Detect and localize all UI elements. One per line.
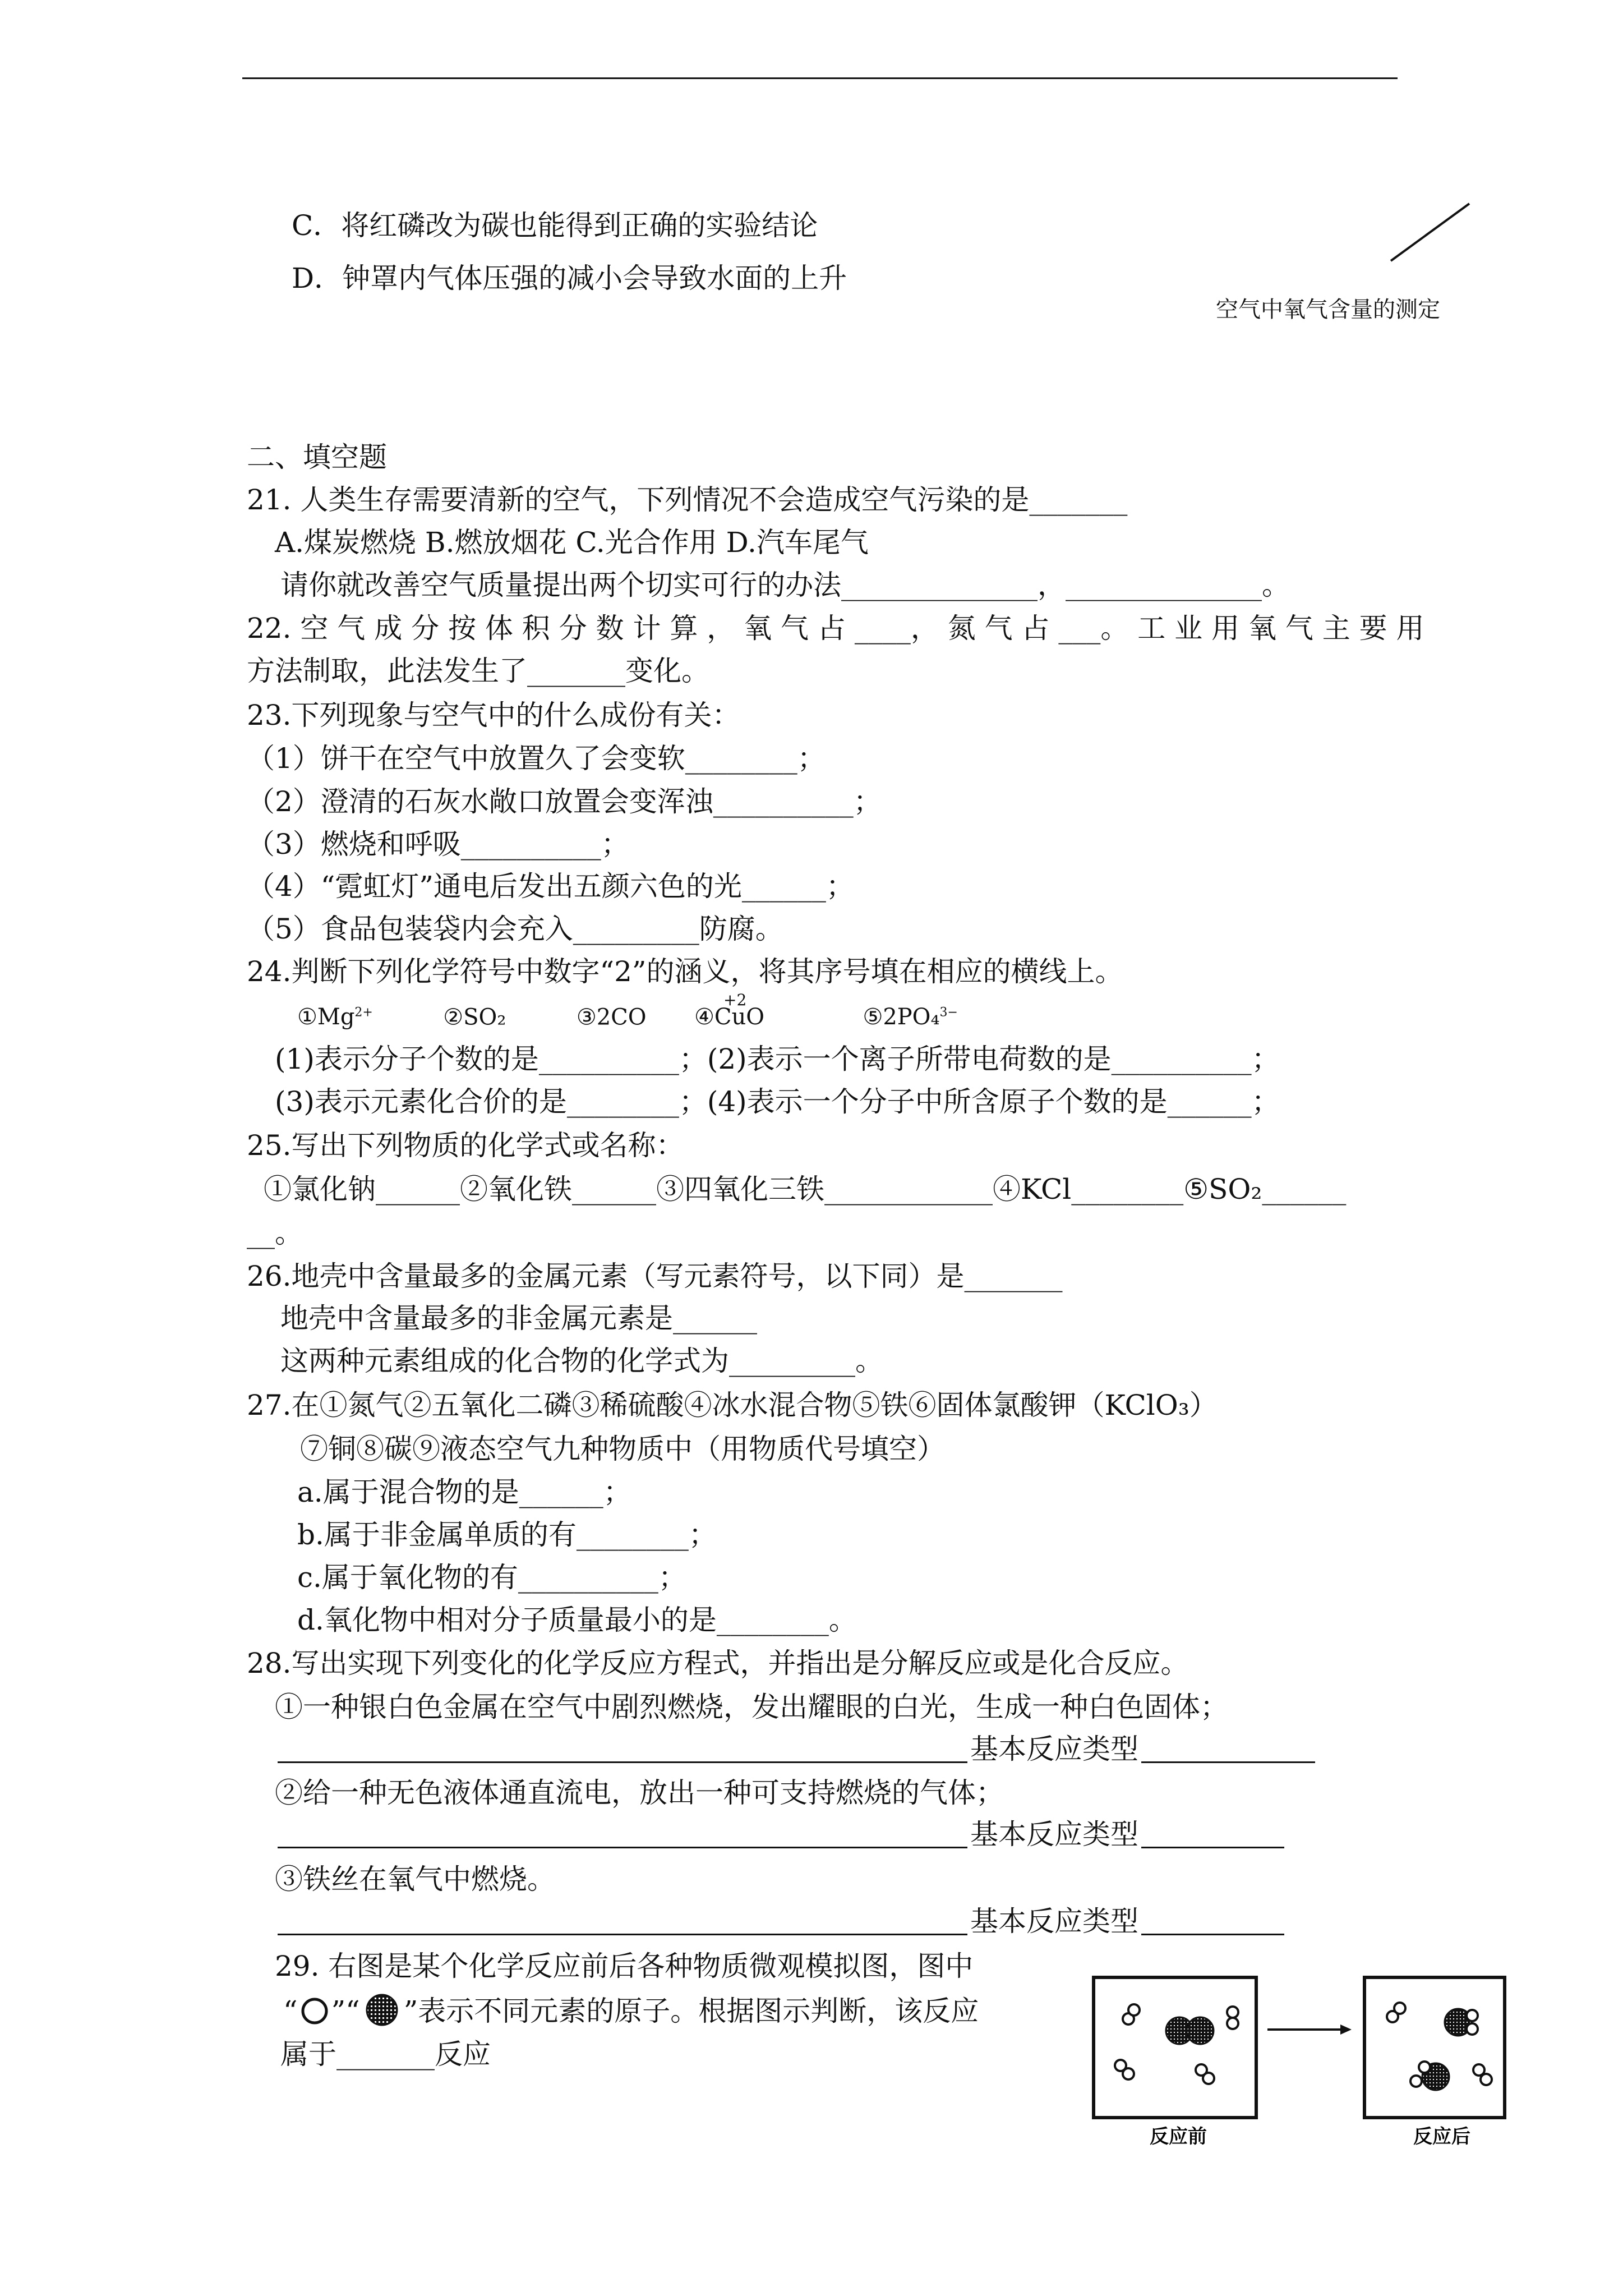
q28-stem: 28.写出实现下列变化的化学反应方程式，并指出是分解反应或是化合反应。 xyxy=(247,1647,1189,1680)
q28-type-label-3: 基本反应类型 xyxy=(970,1905,1138,1938)
figure-fragment-line xyxy=(1385,199,1475,266)
q25-line1: ①氯化钠______②氧化铁______③四氧化三铁____________④KCl________⑤SO₂______ xyxy=(264,1173,1347,1205)
q28-type-label-1: 基本反应类型 xyxy=(970,1733,1138,1765)
q27-line2: ⑦铜⑧碳⑨液态空气九种物质中（用物质代号填空） xyxy=(300,1433,945,1465)
q24-sym-4-valence: +2 xyxy=(723,991,747,1010)
q23-stem: 23.下列现象与空气中的什么成份有关： xyxy=(247,699,740,731)
q29-line2: “ ”“ ”表示不同元素的原子。根据图示判断，该反应 xyxy=(283,1993,979,2029)
q24-sym-3: ③2CO xyxy=(576,1004,647,1030)
q29-line3: 属于_______反应 xyxy=(280,2038,491,2070)
q23-item-4: （4）“霓虹灯”通电后发出五颜六色的光______； xyxy=(247,870,854,903)
q28-sub3: ③铁丝在氧气中燃烧。 xyxy=(275,1863,555,1895)
q24-sym-4: +2 ④CuO xyxy=(694,1004,764,1030)
black-atom-icon xyxy=(362,1993,402,2029)
q22-line1: 22. 空 气 成 分 按 体 积 分 数 计 算 ， 氧 气 占 ____， 氮 气 占 ___。 工 业 用 氧 气 主 要 用 xyxy=(247,612,1424,645)
q26-line3: 这两种元素组成的化合物的化学式为_________。 xyxy=(280,1345,883,1377)
q24-line1: (1)表示分子个数的是__________；(2)表示一个离子所带电荷数的是__________； xyxy=(275,1043,1280,1075)
q27-line1: 27.在①氮气②五氧化二磷③稀硫酸④冰水混合物⑤铁⑥固体氯酸钾（KClO₃） xyxy=(247,1389,1218,1421)
q27-item-a: a.属于混合物的是______； xyxy=(297,1476,631,1508)
label-before: 反应前 xyxy=(1150,2125,1207,2146)
q27-item-b: b.属于非金属单质的有________； xyxy=(297,1519,717,1551)
q28-type-rule-2 xyxy=(1141,1847,1284,1848)
q23-item-2: （2）澄清的石灰水敞口放置会变浑浊__________； xyxy=(247,785,882,818)
q27-item-c: c.属于氧化物的有__________； xyxy=(297,1561,686,1594)
q23-item-3: （3）燃烧和呼吸__________； xyxy=(247,828,629,861)
q27-item-d: d.氧化物中相对分子质量最小的是________。 xyxy=(297,1604,857,1636)
q24-sym-5: ⑤2PO₄$^{3-}$ xyxy=(863,1004,958,1030)
section-title: 二、填空题 xyxy=(247,441,387,473)
q25-line2: __。 xyxy=(247,1217,303,1249)
q24-sym-2: ②SO₂ xyxy=(443,1004,506,1030)
q22-line2: 方法制取，此法发生了_______变化。 xyxy=(247,655,709,687)
q24-symbols xyxy=(297,991,958,1030)
q21-stem: 21. 人类生存需要清新的空气，下列情况不会造成空气污染的是_______ xyxy=(247,484,1128,516)
figure-caption: 空气中氧气含量的测定 xyxy=(1216,297,1440,323)
label-after: 反应后 xyxy=(1413,2125,1470,2146)
q23-item-1: （1）饼干在空气中放置久了会变软________； xyxy=(247,742,826,775)
q26-line2: 地壳中含量最多的非金属元素是______ xyxy=(280,1302,757,1335)
before-box xyxy=(1094,1977,1256,2118)
q26-line1: 26.地壳中含量最多的金属元素（写元素符号，以下同）是_______ xyxy=(247,1260,1063,1292)
q28-sub2: ②给一种无色液体通直流电，放出一种可支持燃烧的气体； xyxy=(275,1777,1004,1809)
q24-line2: (3)表示元素化合价的是________；(4)表示一个分子中所含原子个数的是______； xyxy=(275,1085,1280,1118)
q28-type-label-2: 基本反应类型 xyxy=(970,1818,1138,1851)
q28-answer-rule-2 xyxy=(278,1847,967,1848)
white-atom-icon xyxy=(299,1995,330,2027)
q24-stem: 24.判断下列化学符号中数字“2”的涵义，将其序号填在相应的横线上。 xyxy=(247,955,1123,988)
after-box xyxy=(1364,1977,1505,2118)
q24-sym-1: $①Mg^{2+}$ xyxy=(297,1004,373,1030)
q28-answer-rule-1 xyxy=(278,1761,967,1763)
reaction-diagram xyxy=(1082,1961,1514,2146)
q25-stem: 25.写出下列物质的化学式或名称： xyxy=(247,1129,684,1162)
q28-sub1: ①一种银白色金属在空气中剧烈燃烧，发出耀眼的白光，生成一种白色固体； xyxy=(275,1691,1228,1723)
option-c: C．将红磷改为碳也能得到正确的实验结论 xyxy=(292,209,818,242)
option-d: D．钟罩内气体压强的减小会导致水面的上升 xyxy=(292,262,847,295)
q29-line1: 29. 右图是某个化学反应前后各种物质微观模拟图，图中 xyxy=(275,1950,974,1982)
q21-followup: 请你就改善空气质量提出两个切实可行的办法______________，______________。 xyxy=(280,569,1290,601)
q28-answer-rule-3 xyxy=(278,1934,967,1935)
q28-type-rule-1 xyxy=(1141,1761,1315,1763)
before-molecule-c2 xyxy=(1166,2017,1214,2044)
q28-type-rule-3 xyxy=(1141,1934,1284,1935)
q21-options: A.煤炭燃烧 B.燃放烟花 C.光合作用 D.汽车尾气 xyxy=(275,526,869,559)
q23-item-5: （5）食品包装袋内会充入_________防腐。 xyxy=(247,913,783,945)
header-rule xyxy=(242,77,1398,79)
